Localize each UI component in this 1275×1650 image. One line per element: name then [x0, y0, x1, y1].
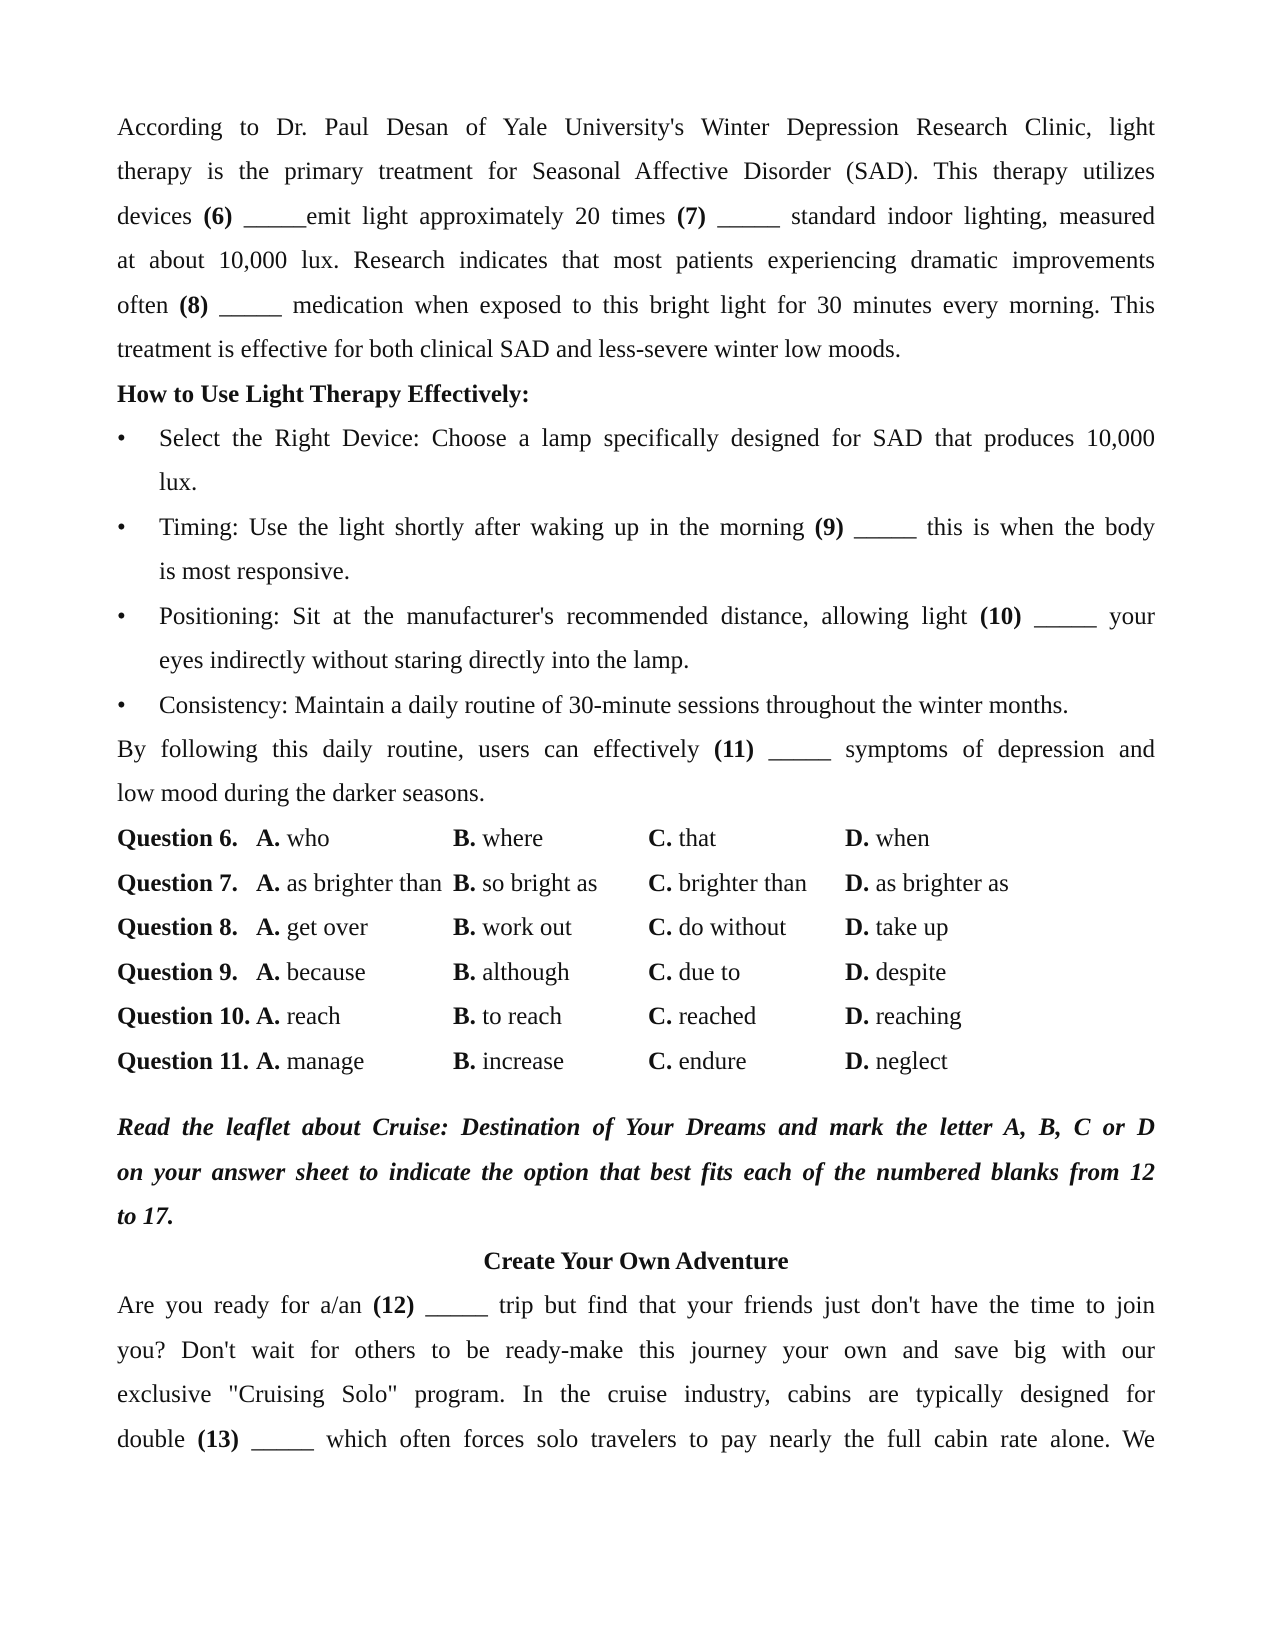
option-d: [845, 913, 948, 943]
option-text: because: [286, 958, 366, 986]
question-label: Question 9.: [117, 958, 238, 986]
option-letter: C.: [648, 869, 673, 897]
bullet-dot: •: [117, 603, 126, 630]
blank-number-7: (7): [676, 203, 706, 230]
option-a: [256, 1002, 341, 1032]
question-label: Question 11.: [117, 1047, 249, 1075]
option-b: [453, 1002, 562, 1032]
option-letter: B.: [453, 958, 476, 986]
instruction-line-3: to 17.: [117, 1203, 174, 1230]
option-d: [845, 1002, 962, 1032]
option-letter: A.: [256, 958, 281, 986]
option-text: reaching: [875, 1003, 962, 1030]
option-text: due to: [678, 958, 741, 986]
option-a: [256, 824, 330, 854]
blank-number-6: (6): [203, 203, 233, 230]
option-text: when: [875, 825, 930, 852]
bullet-1-line-2: lux.: [159, 469, 198, 496]
blank-number-8: (8): [179, 292, 209, 319]
option-d: [845, 1047, 948, 1077]
option-letter: D.: [845, 1003, 870, 1030]
option-b: [453, 869, 597, 899]
bullet-dot: •: [117, 425, 126, 452]
bullet-2-line-2: is most responsive.: [159, 558, 350, 585]
question-label: Question 6.: [117, 825, 238, 852]
question-row: [117, 869, 1155, 899]
option-a: [256, 869, 442, 899]
option-text: neglect: [875, 1047, 948, 1075]
option-d: [845, 824, 930, 854]
option-letter: A.: [256, 825, 281, 852]
blank-number-11: (11): [713, 736, 755, 763]
option-a: [256, 1047, 364, 1077]
option-text: endure: [678, 1047, 747, 1075]
passage-line-2: therapy is the primary treatment for Seasonal Affective Disorder (SAD). This therapy utilizes: [117, 158, 1155, 185]
option-letter: C.: [648, 1047, 673, 1075]
option-letter: C.: [648, 958, 673, 986]
option-letter: B.: [453, 1047, 476, 1075]
option-c: [648, 824, 716, 854]
option-text: who: [286, 825, 330, 852]
passage-line-5: often (8) _____ medication when exposed to this bright light for 30 minutes every morning. This: [117, 292, 1155, 319]
option-letter: D.: [845, 1047, 870, 1075]
option-c: [648, 1002, 756, 1032]
bullet-3-line-2: eyes indirectly without staring directly into the lamp.: [159, 647, 690, 674]
bullet-2-line-1: Timing: Use the light shortly after waking up in the morning (9) _____ this is when the body: [159, 514, 1155, 541]
option-letter: B.: [453, 1003, 476, 1030]
option-text: to reach: [482, 1003, 562, 1030]
option-a: [256, 913, 368, 943]
question-row: [117, 1002, 1155, 1032]
option-letter: C.: [648, 1003, 673, 1030]
passage-line-4: at about 10,000 lux. Research indicates that most patients experiencing dramatic improvements: [117, 247, 1155, 274]
option-text: as brighter as: [875, 869, 1009, 897]
blank-number-12: (12): [372, 1292, 415, 1319]
passage-line-1: According to Dr. Paul Desan of Yale University's Winter Depression Research Clinic, light: [117, 114, 1155, 141]
leaflet-line-2: you? Don't wait for others to be ready-make this journey your own and save big with our: [117, 1337, 1155, 1364]
option-letter: A.: [256, 1047, 281, 1075]
question-row: [117, 913, 1155, 943]
option-letter: A.: [256, 914, 281, 941]
option-b: [453, 824, 543, 854]
option-letter: D.: [845, 958, 870, 986]
question-row: [117, 824, 1155, 854]
option-text: manage: [286, 1047, 365, 1075]
bullet-3-line-1: Positioning: Sit at the manufacturer's recommended distance, allowing light (10) _____ your: [159, 603, 1155, 630]
option-text: brighter than: [678, 869, 807, 897]
option-letter: C.: [648, 825, 673, 852]
howto-heading: How to Use Light Therapy Effectively:: [117, 381, 530, 408]
option-b: [453, 913, 572, 943]
option-letter: B.: [453, 914, 476, 941]
option-letter: D.: [845, 914, 870, 941]
option-c: [648, 958, 740, 988]
option-text: that: [678, 825, 717, 852]
option-letter: A.: [256, 1003, 281, 1030]
option-letter: D.: [845, 825, 870, 852]
bullet-4-line-1: Consistency: Maintain a daily routine of 30-minute sessions throughout the winter months.: [159, 692, 1069, 719]
option-c: [648, 1047, 747, 1077]
option-text: reached: [678, 1003, 757, 1030]
leaflet-title: Create Your Own Adventure: [483, 1248, 789, 1275]
option-c: [648, 869, 807, 899]
option-text: do without: [678, 914, 787, 941]
leaflet-line-1: Are you ready for a/an (12) _____ trip but find that your friends just don't have the time to join: [117, 1292, 1155, 1319]
option-text: reach: [286, 1003, 341, 1030]
closing-line-1: By following this daily routine, users can effectively (11) _____ symptoms of depression and: [117, 736, 1155, 763]
option-letter: D.: [845, 869, 870, 897]
option-text: get over: [286, 914, 368, 941]
option-letter: B.: [453, 825, 476, 852]
option-c: [648, 913, 786, 943]
leaflet-line-3: exclusive "Cruising Solo" program. In the cruise industry, cabins are typically designed for: [117, 1381, 1155, 1408]
instruction-line-1: Read the leaflet about Cruise: Destination of Your Dreams and mark the letter A, B, C or D: [117, 1114, 1155, 1141]
instruction-line-2: on your answer sheet to indicate the option that best fits each of the numbered blanks from 12: [117, 1159, 1155, 1186]
option-text: take up: [875, 914, 949, 941]
option-text: although: [482, 958, 570, 986]
option-text: as brighter than: [286, 869, 443, 897]
option-b: [453, 958, 570, 988]
option-letter: A.: [256, 869, 281, 897]
passage-line-3: devices (6) _____emit light approximately 20 times (7) _____ standard indoor lighting, measured: [117, 203, 1155, 230]
blank-number-13: (13): [197, 1426, 240, 1453]
option-text: so bright as: [482, 869, 598, 897]
question-row: [117, 1047, 1155, 1077]
question-label: Question 7.: [117, 869, 238, 897]
option-text: despite: [875, 958, 947, 986]
option-letter: C.: [648, 914, 673, 941]
option-d: [845, 869, 1009, 899]
option-letter: B.: [453, 869, 476, 897]
bullet-1-line-1: Select the Right Device: Choose a lamp specifically designed for SAD that produces 10,000: [159, 425, 1155, 452]
question-row: [117, 958, 1155, 988]
blank-number-10: (10): [979, 603, 1022, 630]
option-b: [453, 1047, 564, 1077]
blank-number-9: (9): [814, 514, 844, 541]
passage-line-6: treatment is effective for both clinical SAD and less-severe winter low moods.: [117, 336, 902, 363]
closing-line-2: low mood during the darker seasons.: [117, 780, 485, 807]
leaflet-line-4: double (13) _____ which often forces solo travelers to pay nearly the full cabin rate alone. We: [117, 1426, 1155, 1453]
question-label: Question 8.: [117, 914, 238, 941]
bullet-dot: •: [117, 514, 126, 541]
option-text: work out: [482, 914, 572, 941]
option-text: where: [482, 825, 544, 852]
option-d: [845, 958, 946, 988]
option-a: [256, 958, 366, 988]
question-label: Question 10.: [117, 1003, 251, 1030]
option-text: increase: [482, 1047, 565, 1075]
bullet-dot: •: [117, 692, 126, 719]
